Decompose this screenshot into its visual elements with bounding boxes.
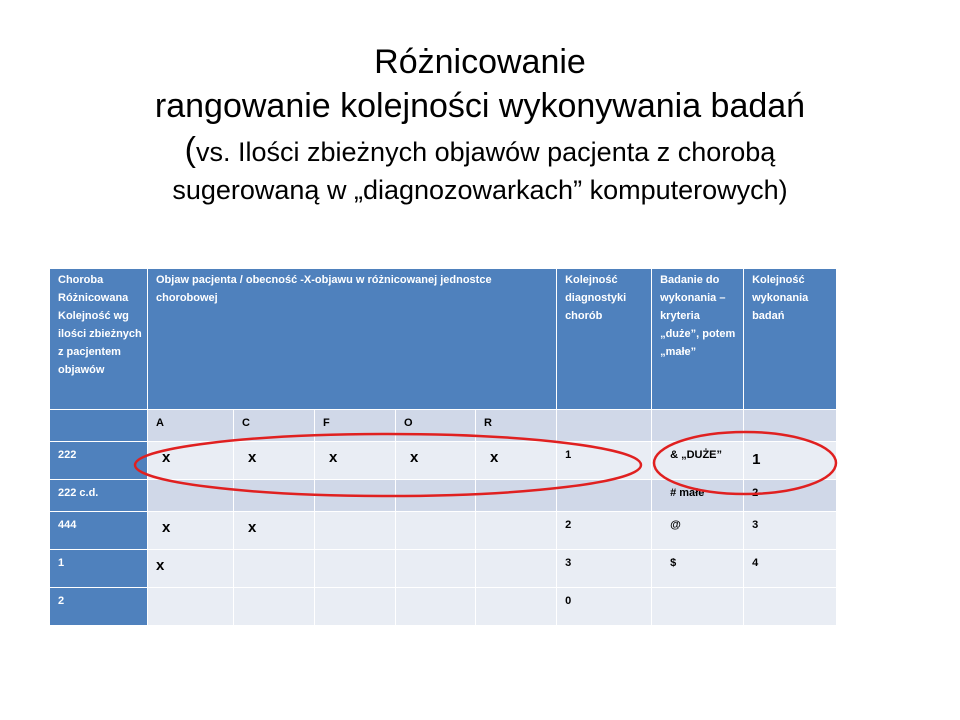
title-line-3: [60, 130, 900, 172]
row-disease: 222 c.d.: [50, 480, 148, 512]
diag-order-cell: 3: [557, 550, 652, 588]
table-row: [50, 550, 837, 588]
mark-x: x: [490, 449, 499, 466]
test-cell: [652, 550, 744, 588]
title-paren: (: [184, 131, 196, 169]
symptom-mark: [396, 442, 476, 480]
title-line-3-text: vs. Ilości zbieżnych objawów pacjenta z chorobą: [196, 137, 776, 167]
table-header-row: [50, 269, 837, 410]
test-label: & „DUŻE”: [670, 449, 723, 461]
test-label: $: [670, 557, 677, 569]
header-disease: Choroba Różnicowana Kolejność wg ilości zbieżnych z pacjentem objawów: [50, 269, 148, 410]
header-symptoms: Objaw pacjenta / obecność -X-objawu w różnicowanej jednostce chorobowej: [148, 269, 557, 410]
diag-order-cell: 1: [557, 442, 652, 480]
symptom-mark: [315, 550, 396, 588]
symptom-mark: [148, 512, 234, 550]
symptom-mark: [396, 588, 476, 626]
symptom-mark: [476, 588, 557, 626]
header-test-order: Kolejność wykonania badań: [744, 269, 837, 410]
symptom-mark: [476, 480, 557, 512]
symptom-mark: [476, 442, 557, 480]
symptom-mark: [148, 550, 234, 588]
mark-x: x: [410, 449, 419, 466]
row-disease: 2: [50, 588, 148, 626]
mark-x: x: [162, 519, 171, 536]
table-row: [50, 442, 837, 480]
symptom-mark: [396, 512, 476, 550]
test-cell: [652, 512, 744, 550]
table-row: [50, 588, 837, 626]
empty-cell: [652, 410, 744, 442]
mark-x: x: [156, 557, 165, 574]
symptom-letter: F: [315, 410, 396, 442]
diag-order-cell: [557, 480, 652, 512]
symptom-mark: [234, 588, 315, 626]
symptom-mark: [396, 480, 476, 512]
table-row: [50, 480, 837, 512]
symptom-letter: C: [234, 410, 315, 442]
symptom-letter: A: [148, 410, 234, 442]
diag-order-cell: 2: [557, 512, 652, 550]
mark-x: x: [162, 449, 171, 466]
title-line-4: sugerowaną w „diagnozowarkach” komputerowych): [172, 175, 788, 205]
test-order-cell: [744, 588, 837, 626]
differential-table: [49, 268, 837, 626]
test-label: # małe: [670, 487, 705, 499]
empty-cell: [744, 410, 837, 442]
test-order-cell: 3: [744, 512, 837, 550]
test-label: @: [670, 519, 681, 531]
symptom-mark: [148, 442, 234, 480]
test-cell: [652, 480, 744, 512]
title-line-1: Różnicowanie: [374, 43, 586, 81]
table-row: [50, 512, 837, 550]
test-order-cell: 2: [744, 480, 837, 512]
symptom-mark: [148, 588, 234, 626]
row-disease: 444: [50, 512, 148, 550]
symptom-mark: [315, 480, 396, 512]
empty-cell: [557, 410, 652, 442]
mark-x: x: [248, 449, 257, 466]
symptom-mark: [315, 512, 396, 550]
symptom-mark: [396, 550, 476, 588]
symptom-mark: [476, 550, 557, 588]
symptom-letter-row: [50, 410, 837, 442]
symptom-letter: O: [396, 410, 476, 442]
row-disease: 222: [50, 442, 148, 480]
symptom-mark: [148, 480, 234, 512]
test-order-value: 1: [752, 451, 761, 468]
title-line-2: rangowanie kolejności wykonywania badań: [154, 87, 806, 125]
test-order-cell: [744, 442, 837, 480]
diag-order-cell: 0: [557, 588, 652, 626]
symptom-mark: [234, 442, 315, 480]
symptom-mark: [234, 480, 315, 512]
row-disease: 1: [50, 550, 148, 588]
test-label: [660, 595, 670, 607]
row-header-empty: [50, 410, 148, 442]
symptom-mark: [234, 550, 315, 588]
symptom-mark: [315, 588, 396, 626]
test-order-cell: 4: [744, 550, 837, 588]
mark-x: x: [329, 449, 338, 466]
test-cell: [652, 588, 744, 626]
mark-x: x: [248, 519, 257, 536]
symptom-mark: [234, 512, 315, 550]
symptom-letter: R: [476, 410, 557, 442]
symptom-mark: [476, 512, 557, 550]
header-diag-order: Kolejność diagnostyki chorób: [557, 269, 652, 410]
slide-title: [60, 40, 900, 208]
symptom-mark: [315, 442, 396, 480]
header-test: Badanie do wykonania –kryteria „duże”, potem „małe”: [652, 269, 744, 410]
test-cell: [652, 442, 744, 480]
